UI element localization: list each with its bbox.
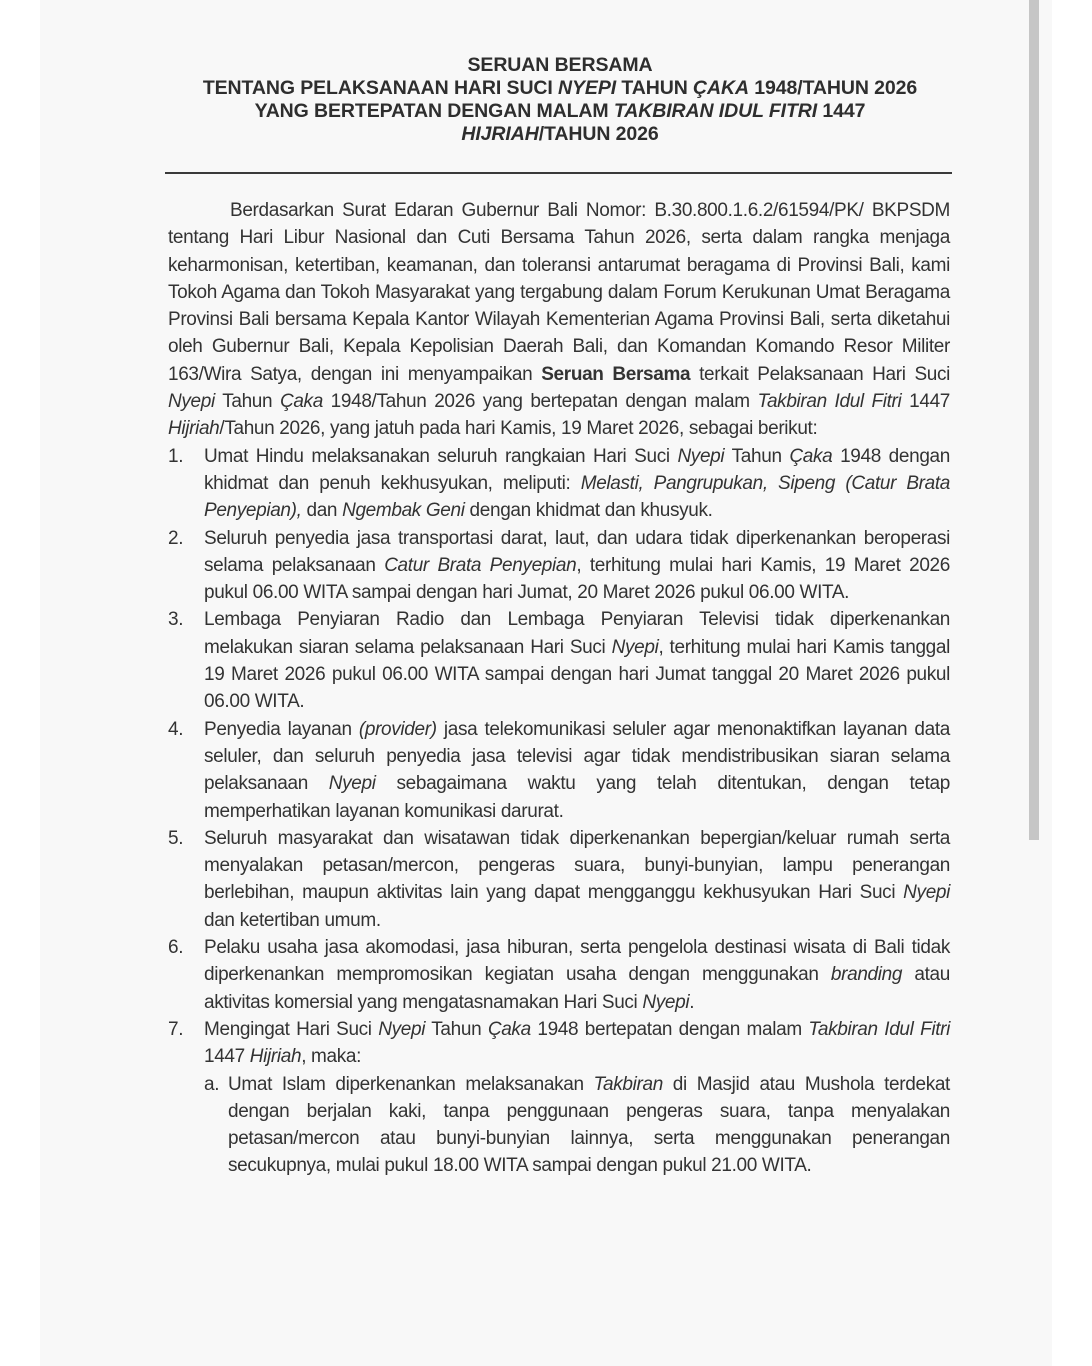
text-run: 1948/Tahun 2026 yang bertepatan dengan malam bbox=[322, 391, 758, 413]
list-item bbox=[168, 443, 950, 525]
text-run: Tahun bbox=[425, 1018, 488, 1040]
item-text bbox=[204, 446, 950, 522]
item-text bbox=[204, 719, 950, 822]
text-run: 1447 bbox=[204, 1046, 250, 1068]
item-text bbox=[204, 937, 950, 1013]
text-run: 1447 bbox=[901, 391, 951, 413]
italic-term: Çaka bbox=[487, 1018, 531, 1040]
list-item bbox=[168, 716, 950, 825]
italic-term: Nyepi bbox=[677, 445, 725, 467]
sub-item-text bbox=[228, 1074, 950, 1177]
text-run: 1948 dengan khidmat dan penuh kekhusyukan, meliputi: bbox=[204, 445, 950, 494]
italic-term: Çaka bbox=[279, 391, 323, 413]
text-run: Tahun bbox=[214, 391, 280, 413]
text-run: dan bbox=[301, 500, 343, 522]
item-number: 1. bbox=[168, 445, 184, 467]
sub-list-item bbox=[204, 1071, 950, 1180]
italic-term: Catur Brata Penyepian bbox=[384, 554, 577, 576]
text-run: atau aktivitas komersial yang mengatasnamakan Hari Suci bbox=[204, 964, 950, 1013]
text-run: /Tahun 2026, yang jatuh pada hari Kamis, 19 Maret 2026, sebagai berikut: bbox=[219, 418, 818, 440]
text-run: 1948 bertepatan dengan malam bbox=[530, 1018, 809, 1040]
italic-term: NYEPI bbox=[558, 77, 617, 99]
title-line bbox=[150, 123, 970, 146]
italic-term: ÇAKA bbox=[693, 77, 749, 99]
italic-term: (provider) bbox=[358, 718, 437, 740]
italic-term: Nyepi bbox=[903, 882, 950, 904]
italic-term: Takbiran Idul Fitri bbox=[808, 1018, 950, 1040]
text-run: SERUAN BERSAMA bbox=[467, 54, 653, 76]
italic-term: Nyepi bbox=[378, 1018, 426, 1040]
list-item bbox=[168, 606, 950, 715]
italic-term: Hijriah bbox=[168, 418, 220, 440]
italic-term: Çaka bbox=[789, 445, 833, 467]
text-run: Berdasarkan Surat Edaran Gubernur Bali Nomor: B.30.800.1.6.2/61594/PK/ BKPSDM tentang Hari Libur Nasional dan Cuti Bersama Tahun 2026, serta dalam rangka menjaga keharmonisan, ketertiban, keamanan, dan toleransi antarumat beragama di Provinsi Bali, kami Tokoh Agama dan Tokoh Masyarakat yang tergabung dalam Forum Kerukunan Umat Beragama Provinsi Bali bersama Kepala Kantor Wilayah Kementerian Agama Provinsi Bali, serta diketahui oleh Gubernur Bali, Kepala Kepolisian Daerah Bali, dan Komandan Komando Resor Militer 163/Wira Satya, dengan ini menyampaikan bbox=[168, 200, 950, 385]
document-body bbox=[168, 197, 950, 1180]
text-run: Lembaga Penyiaran Radio dan Lembaga Penyiaran Televisi tidak diperkenankan melakukan siaran selama pelaksanaan Hari Suci bbox=[204, 609, 950, 658]
text-run: Seluruh penyedia jasa transportasi darat, laut, dan udara tidak diperkenankan beroperasi selama pelaksanaan bbox=[204, 527, 950, 576]
text-run: . bbox=[689, 991, 695, 1013]
text-run: Umat Hindu melaksanakan seluruh rangkaian Hari Suci bbox=[204, 445, 678, 467]
italic-term: Nyepi bbox=[642, 991, 690, 1013]
italic-term: HIJRIAH bbox=[461, 123, 539, 145]
scrollbar[interactable] bbox=[1029, 0, 1039, 840]
list-item bbox=[168, 1016, 950, 1180]
italic-term: Nyepi bbox=[611, 636, 659, 658]
sub-list bbox=[204, 1071, 950, 1180]
document-title bbox=[150, 54, 970, 146]
bold-term: Seruan Bersama bbox=[541, 363, 691, 385]
text-run: Pelaku usaha jasa akomodasi, jasa hiburan, serta pengelola destinasi wisata di Bali tidak diperkenankan mempromosikan kegiatan usaha dengan menggunakan bbox=[204, 937, 950, 986]
text-run: /TAHUN 2026 bbox=[538, 123, 659, 145]
title-divider bbox=[165, 172, 952, 174]
list-item bbox=[168, 525, 950, 607]
text-run: TAHUN bbox=[616, 77, 694, 99]
italic-term: Takbiran bbox=[593, 1073, 663, 1095]
text-run: Tahun bbox=[724, 445, 790, 467]
text-run: Umat Islam diperkenankan melaksanakan bbox=[228, 1073, 594, 1095]
text-run: terkait Pelaksanaan Hari Suci bbox=[690, 363, 951, 385]
numbered-list bbox=[168, 443, 950, 1180]
italic-term: TAKBIRAN IDUL FITRI bbox=[613, 100, 818, 122]
item-text bbox=[204, 528, 950, 604]
item-number: 3. bbox=[168, 609, 184, 631]
italic-term: Takbiran Idul Fitri bbox=[757, 391, 902, 413]
text-run: , terhitung mulai hari Kamis, 19 Maret 2026 pukul 06.00 WITA sampai dengan hari Jumat, 20 Maret 2026 pukul 06.00 WITA. bbox=[204, 554, 950, 604]
title-line bbox=[150, 100, 970, 123]
list-item bbox=[168, 825, 950, 934]
text-run: Penyedia layanan bbox=[204, 718, 359, 740]
text-run: 1447 bbox=[817, 100, 866, 122]
item-number: 5. bbox=[168, 827, 184, 849]
item-number: 4. bbox=[168, 718, 184, 740]
list-item bbox=[168, 934, 950, 1016]
title-line bbox=[150, 77, 970, 100]
item-number: 6. bbox=[168, 937, 184, 959]
text-run: TENTANG PELAKSANAAN HARI SUCI bbox=[202, 77, 559, 99]
italic-term: Nyepi bbox=[168, 391, 215, 413]
sub-item-marker: a. bbox=[204, 1073, 220, 1095]
item-number: 2. bbox=[168, 527, 184, 549]
text-run: YANG BERTEPATAN DENGAN MALAM bbox=[254, 100, 614, 122]
text-run: , maka: bbox=[301, 1046, 362, 1068]
text-run: jasa telekomunikasi seluler agar menonaktifkan layanan data seluler, dan seluruh penyedia jasa televisi agar tidak mendistribusikan siaran selama pelaksanaan bbox=[204, 718, 950, 795]
italic-term: Melasti, Pangrupukan, Sipeng (Catur Brata Penyepian), bbox=[204, 472, 950, 522]
item-text bbox=[204, 828, 950, 931]
text-run: 1948/TAHUN 2026 bbox=[748, 77, 918, 99]
intro-paragraph bbox=[168, 197, 950, 443]
item-number: 7. bbox=[168, 1018, 184, 1040]
item-text bbox=[204, 1019, 950, 1067]
text-run: Mengingat Hari Suci bbox=[204, 1018, 379, 1040]
text-run: , terhitung mulai hari Kamis tanggal 19 Maret 2026 pukul 06.00 WITA sampai dengan hari Jumat tanggal 20 Maret 2026 pukul 06.00 WITA. bbox=[204, 636, 950, 713]
italic-term: Nyepi bbox=[328, 773, 376, 795]
text-run: dan ketertiban umum. bbox=[204, 909, 381, 931]
text-run: sebagaimana waktu yang telah ditentukan, dengan tetap memperhatikan layanan komunikasi darurat. bbox=[204, 773, 950, 822]
title-line bbox=[150, 54, 970, 77]
text-run: Seluruh masyarakat dan wisatawan tidak diperkenankan bepergian/keluar rumah serta menyalakan petasan/mercon, pengeras suara, bunyi-bunyian, lampu penerangan berlebihan, maupun aktivitas lain yang dapat mengganggu kekhusyukan Hari Suci bbox=[204, 827, 950, 904]
italic-term: Hijriah bbox=[249, 1046, 302, 1068]
text-run: dengan khidmat dan khusyuk. bbox=[464, 500, 713, 522]
italic-term: branding bbox=[830, 964, 903, 986]
item-text bbox=[204, 609, 950, 712]
italic-term: Ngembak Geni bbox=[342, 500, 465, 522]
text-run: di Masjid atau Mushola terdekat dengan berjalan kaki, tanpa penggunaan pengeras suara, tanpa menyalakan petasan/mercon atau bunyi-bunyian lainnya, serta menggunakan penerangan secukupnya, mulai pukul 18.00 WITA sampai dengan pukul 21.00 WITA. bbox=[228, 1073, 950, 1177]
